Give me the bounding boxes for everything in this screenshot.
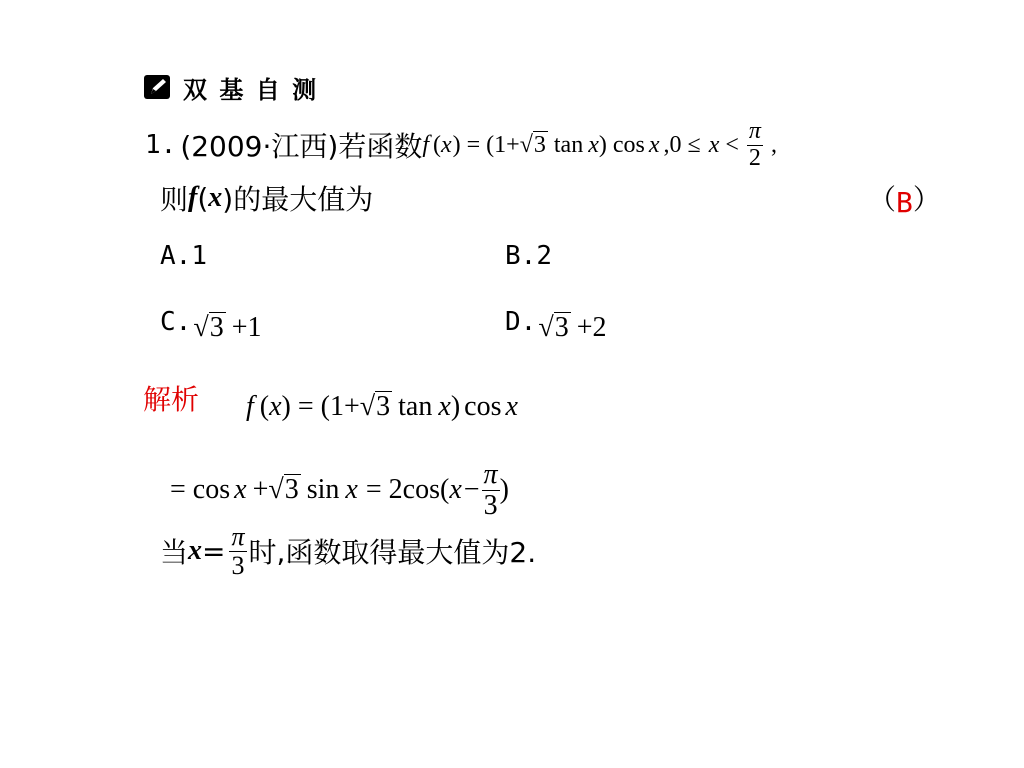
question-number: 1. bbox=[145, 130, 177, 160]
solution-line-3: 当 x = $\frac{\pi}{3}$ 时,函数取得最大值为2. bbox=[160, 522, 537, 580]
section-header bbox=[143, 72, 318, 102]
option-a[interactable]: A. 1 bbox=[160, 241, 207, 271]
pencil-icon bbox=[143, 73, 173, 101]
option-d[interactable]: D. √ 3 +2 bbox=[505, 307, 607, 344]
answer-value: B bbox=[896, 185, 913, 219]
header-title: 双 基 自 测 bbox=[183, 75, 319, 104]
question-1-line-1 bbox=[145, 112, 777, 178]
question-1-line-2: 则 f ( x )的最大值为 bbox=[160, 181, 374, 216]
solution-line-1: f ( x ) = (1+ √ 3 tan x ) cos x bbox=[246, 391, 518, 423]
option-c[interactable]: C. √ 3 +1 bbox=[160, 307, 262, 344]
solution-line-2: = cos x + √ 3 sin x = 2cos( x − $\frac{\pi}{3}$ ) bbox=[170, 459, 509, 521]
solution-label: 解析 bbox=[143, 383, 200, 416]
question-function: f ( x ) = (1+ √ 3 tan x ) cos x ,0 ≤ x < $\frac{\pi}{2}$ , bbox=[422, 118, 777, 171]
option-b[interactable]: B. 2 bbox=[505, 241, 552, 271]
question-source: (2009·江西)若函数 bbox=[180, 130, 423, 163]
answer-bracket: （ B ） bbox=[868, 183, 941, 219]
